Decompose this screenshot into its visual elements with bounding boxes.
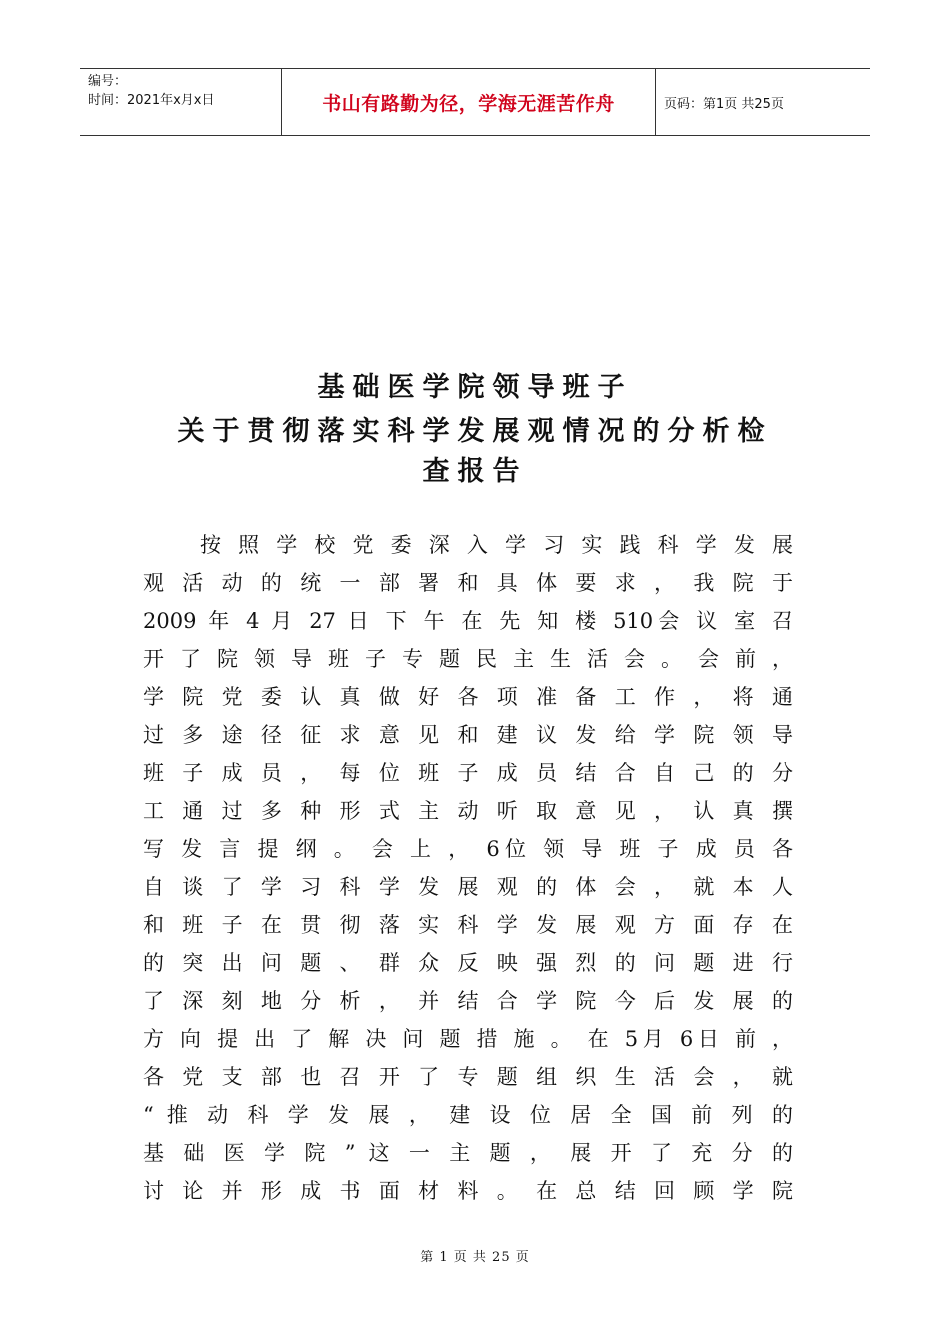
body-line: 方 向 提 出 了 解 决 问 题 措 施 。 在 5月 6日 前 ，: [143, 1027, 793, 1051]
body-line: 观 活 动 的 统 一 部 署 和 具 体 要 求 ， 我 院 于: [143, 571, 793, 595]
page-header: [80, 68, 870, 136]
body-line: 写 发 言 提 纲 。 会 上 ， 6位 领 导 班 子 成 员 各: [143, 837, 793, 861]
body-line: 工 通 过 多 种 形 式 主 动 听 取 意 见 ， 认 真 撰: [143, 799, 793, 823]
body-line: 按 照 学 校 党 委 深 入 学 习 实 践 科 学 发 展: [200, 533, 793, 557]
body-line: 过 多 途 径 征 求 意 见 和 建 议 发 给 学 院 领 导: [143, 723, 793, 747]
body-line: “ 推 动 科 学 发 展 ， 建 设 位 居 全 国 前 列 的: [143, 1103, 793, 1127]
document-body: [143, 526, 793, 1210]
body-line: 2009 年 4 月 27 日 下 午 在 先 知 楼 510会 议 室 召: [143, 609, 793, 633]
body-line: 各 党 支 部 也 召 开 了 专 题 组 织 生 活 会 ， 就: [143, 1065, 793, 1089]
document-title-line-3: 查报告: [422, 456, 528, 487]
body-line: 的 突 出 问 题 、 群 众 反 映 强 烈 的 问 题 进 行: [143, 951, 793, 975]
header-page-info: 页码：第1页 共25页: [664, 96, 784, 112]
body-line: 自 谈 了 学 习 科 学 发 展 观 的 体 会 ， 就 本 人: [143, 875, 793, 899]
page-footer: 第 1 页 共 25 页: [420, 1250, 530, 1265]
document-title-line-1: 基础医学院领导班子: [317, 372, 633, 403]
header-motto: 书山有路勤为径，学海无涯苦作舟: [282, 69, 656, 135]
body-line: 和 班 子 在 贯 彻 落 实 科 学 发 展 观 方 面 存 在: [143, 913, 793, 937]
body-line: 讨 论 并 形 成 书 面 材 料 。 在 总 结 回 顾 学 院: [143, 1179, 793, 1203]
document-title-line-2: 关于贯彻落实科学发展观情况的分析检: [177, 416, 773, 447]
body-line: 学 院 党 委 认 真 做 好 各 项 准 备 工 作 ， 将 通: [143, 685, 793, 709]
body-line: 基 础 医 学 院 ” 这 一 主 题 ， 展 开 了 充 分 的: [143, 1141, 793, 1165]
header-meta: [80, 69, 282, 135]
body-line: 班 子 成 员 ， 每 位 班 子 成 员 结 合 自 己 的 分: [143, 761, 793, 785]
body-line: 了 深 刻 地 分 析 ， 并 结 合 学 院 今 后 发 展 的: [143, 989, 793, 1013]
document-time-label: 时间：2021年x月x日: [88, 93, 215, 108]
body-line: 开 了 院 领 导 班 子 专 题 民 主 生 活 会 。 会 前 ，: [143, 647, 793, 671]
document-number-label: 编号：: [88, 74, 128, 89]
